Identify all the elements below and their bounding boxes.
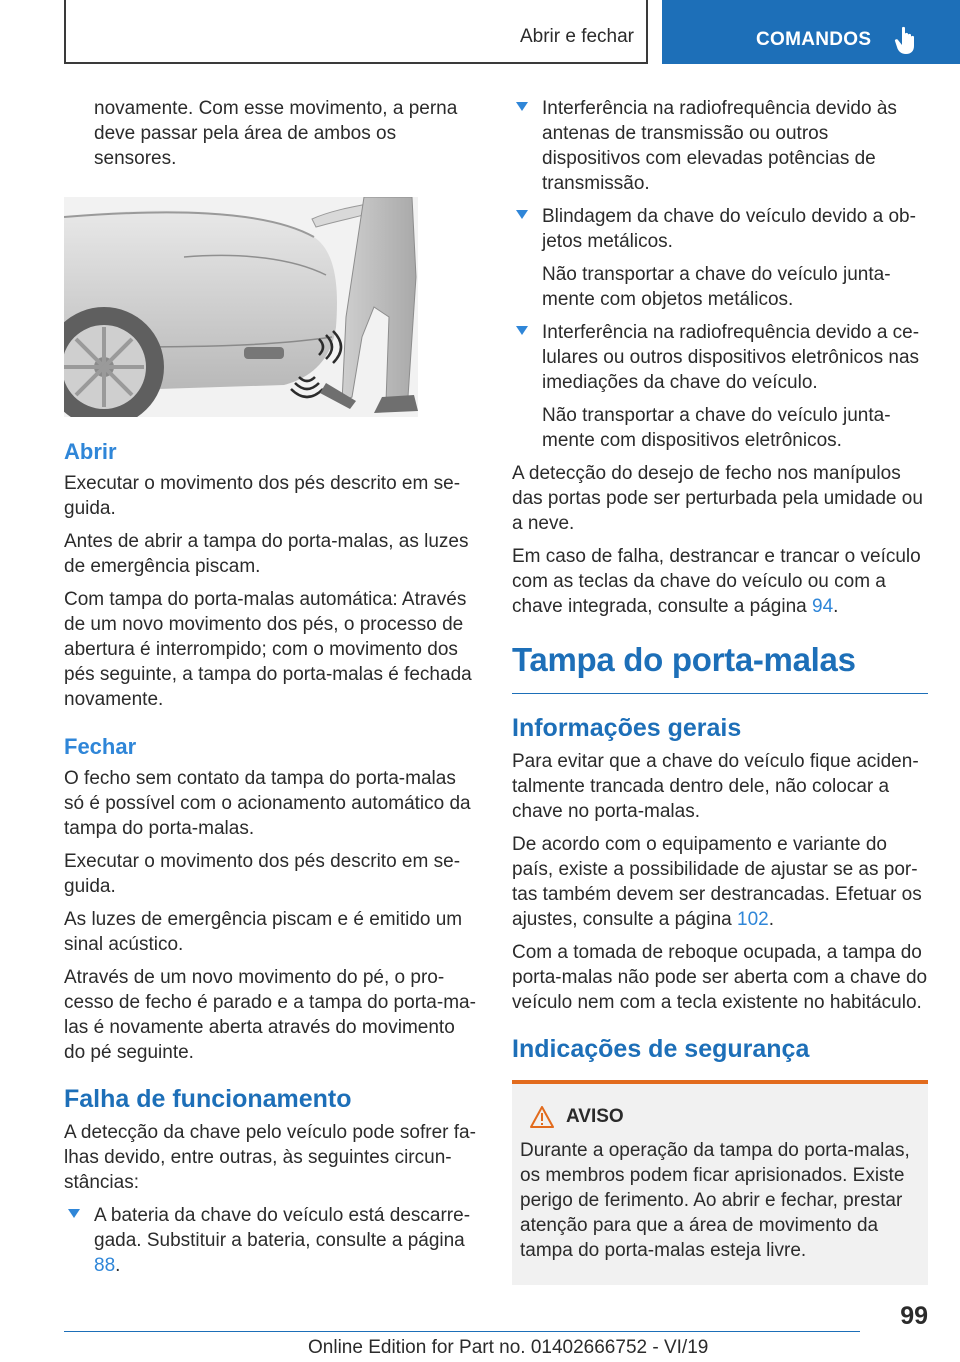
abrir-paragraph-3: Com tampa do porta-malas automática: Através de um novo movimento dos pés, o processo de abertura é interrompido; com o movimento dos pés seguinte, a tampa do porta-malas é fechada novamente.	[64, 589, 472, 710]
bullet-shielding-text: Blindagem da chave do veículo devido a objetos metálicos.	[542, 206, 916, 252]
info-paragraph-1: Para evitar que a chave do veículo fique acidentalmente trancada dentro dele, não colocar a chave no porta-malas.	[512, 751, 919, 822]
warning-text: Durante a operação da tampa do porta-malas, os membros podem ficar aprisionados. Existe perigo de ferimento. Ao abrir e fechar, prestar atenção para que a área de movimento da tampa do porta-malas esteja livre.	[520, 1140, 910, 1261]
page-number: 99	[900, 1302, 928, 1330]
warning-label: AVISO	[566, 1106, 624, 1127]
fechar-heading: Fechar	[64, 734, 137, 759]
bullet-triangle-icon	[516, 326, 528, 335]
page-link-102[interactable]: 102	[737, 909, 769, 930]
failure-paragraph	[512, 544, 928, 619]
bullet-shielding-note: Não transportar a chave do veículo juntamente com objetos metálicos.	[542, 264, 891, 310]
bullet-triangle-icon	[516, 210, 528, 219]
failure-paragraph-text: Em caso de falha, destrancar e trancar o veículo com as teclas da chave do veículo ou com a chave integrada, consulte a página	[512, 546, 921, 617]
bullet-radio-antennas	[512, 96, 928, 196]
intro-paragraph: novamente. Com esse movimento, a perna deve passar pela área de ambos os sensores.	[94, 98, 458, 169]
trunk-kick-sensor-illustration	[64, 197, 418, 417]
abrir-paragraph-2: Antes de abrir a tampa do porta-malas, as luzes de emergência piscam.	[64, 531, 469, 577]
info-paragraph-2-text: De acordo com o equipamento e variante do país, existe a possibilidade de ajustar se as portas também devem ser destrancadas. Efetuar os ajustes, consulte a página	[512, 834, 922, 930]
warning-header	[520, 1106, 920, 1128]
bullet-cellphones-note: Não transportar a chave do veículo juntamente com dispositivos eletrônicos.	[542, 405, 891, 451]
right-column	[512, 96, 928, 1285]
fechar-paragraph-3: As luzes de emergência piscam e é emitido um sinal acústico.	[64, 909, 463, 955]
info-heading: Informações gerais	[512, 714, 742, 742]
fechar-paragraph-2: Executar o movimento dos pés descrito em seguida.	[64, 851, 461, 897]
falha-heading: Falha de funcionamento	[64, 1085, 352, 1113]
warning-triangle-icon	[530, 1106, 554, 1128]
detection-paragraph: A detecção do desejo de fecho nos manípulos das portas pode ser perturbada pela umidade ou a neve.	[512, 463, 923, 534]
bullet-battery-text: A bateria da chave do veículo está descarregada. Substituir a bateria, consulte a página	[94, 1205, 471, 1251]
abrir-heading: Abrir	[64, 439, 117, 464]
bullet-cellphones	[512, 320, 928, 395]
hand-pointer-icon	[894, 26, 920, 56]
safety-heading: Indicações de segurança	[512, 1035, 810, 1063]
bullet-cellphones-text: Interferência na radiofrequência devido a celulares ou outros dispositivos eletrônicos nas imediações da chave do veículo.	[542, 322, 920, 393]
info-paragraph-2	[512, 832, 928, 932]
falha-paragraph: A detecção da chave pelo veículo pode sofrer falhas devido, entre outras, às seguintes circunstâncias:	[64, 1122, 476, 1193]
failure-paragraph-end: .	[833, 596, 839, 617]
bullet-battery	[64, 1203, 478, 1278]
car-rear-foot-sensor-image	[64, 197, 418, 417]
page-link-88[interactable]: 88	[94, 1255, 116, 1276]
header-tab-label: COMANDOS	[756, 29, 872, 50]
bullet-triangle-icon	[516, 102, 528, 111]
warning-box	[512, 1080, 928, 1285]
tampa-heading: Tampa do porta-malas	[512, 641, 928, 694]
footer-divider	[64, 1331, 860, 1332]
bullet-shielding	[512, 204, 928, 254]
fechar-paragraph-1: O fecho sem contato da tampa do porta-malas só é possível com o acionamento automático da tampa do porta-malas.	[64, 768, 471, 839]
fechar-paragraph-4: Através de um novo movimento do pé, o processo de fecho é parado e a tampa do porta-malas é novamente aberta através do movimento do pé seguinte.	[64, 967, 476, 1063]
bullet-triangle-icon	[68, 1209, 80, 1218]
info-paragraph-3: Com a tomada de reboque ocupada, a tampa do porta-malas não pode ser aberta com a chave do veículo nem com a tecla existente no habitáculo.	[512, 942, 928, 1013]
left-column	[64, 96, 478, 1286]
footer-edition: Online Edition for Part no. 01402666752 - VI/19	[308, 1337, 709, 1358]
header-section-title: Abrir e fechar	[519, 26, 634, 47]
page-link-94[interactable]: 94	[812, 596, 834, 617]
bullet-radio-antennas-text: Interferência na radiofrequência devido às antenas de transmissão ou outros dispositivos com elevadas potências de transmissão.	[542, 98, 897, 194]
bullet-battery-end: .	[115, 1255, 121, 1276]
header-section-box	[64, 0, 648, 64]
info-paragraph-2-end: .	[768, 909, 774, 930]
abrir-paragraph-1: Executar o movimento dos pés descrito em seguida.	[64, 473, 461, 519]
